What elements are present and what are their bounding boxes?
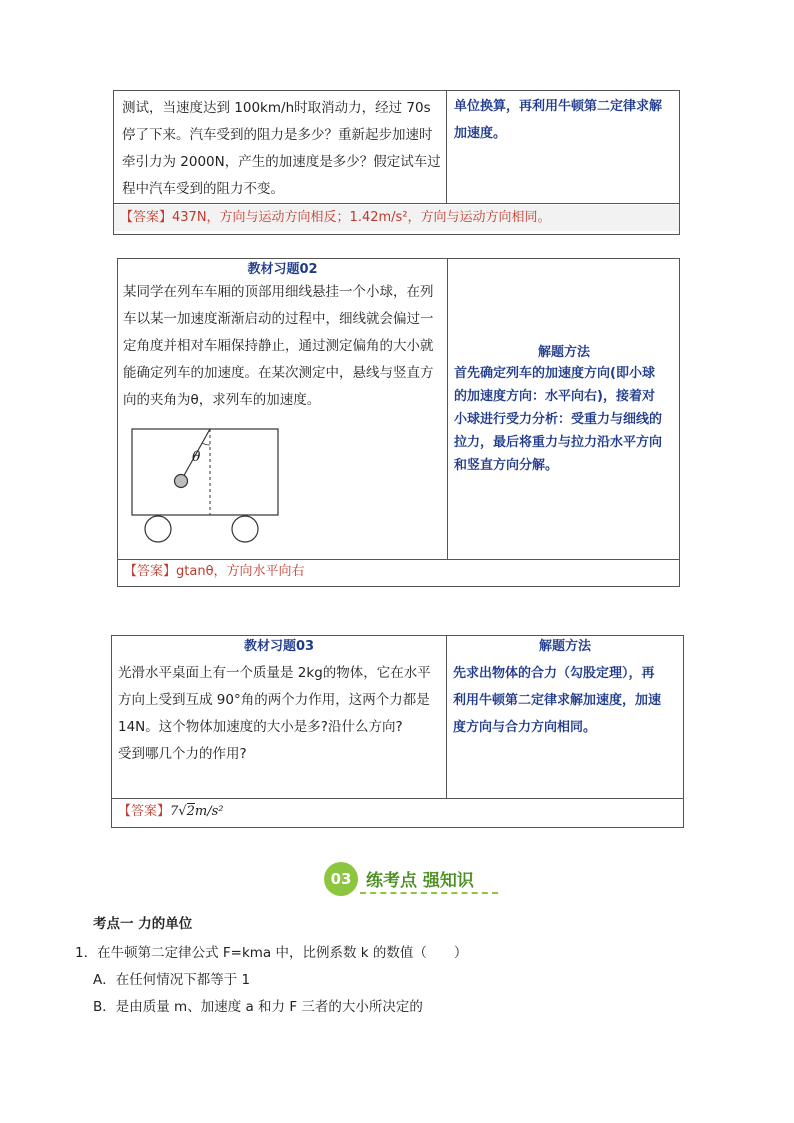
answer-value: gtanθ，方向水平向右 <box>176 564 305 579</box>
section-underline <box>360 892 498 894</box>
section-heading <box>320 860 500 900</box>
answer-label: 【答案】 <box>118 804 171 819</box>
right-wheel <box>232 516 258 542</box>
method-line: 和竖直方向分解。 <box>454 458 559 473</box>
method-line: 度方向与合力方向相同。 <box>453 720 597 735</box>
question-line: 程中汽车受到的阻力不变。 <box>122 181 284 197</box>
topic-heading: 考点一 力的单位 <box>93 916 193 932</box>
question-text <box>123 279 445 414</box>
method-text <box>454 93 679 147</box>
method-line: 首先确定列车的加速度方向(即小球 <box>454 366 655 381</box>
answer-unit: m/s² <box>194 804 224 819</box>
answer-row <box>112 798 683 826</box>
answer-coefficient: 7 <box>170 804 179 819</box>
method-line: 的加速度方向：水平向右)，接着对 <box>454 389 655 404</box>
question-line: 车以某一加速度渐渐启动的过程中，细线就会偏过一 <box>123 311 434 327</box>
column-divider <box>446 91 447 203</box>
answer-row <box>118 559 679 585</box>
pendulum-ball <box>175 475 188 488</box>
question-line: 能确定列车的加速度。在某次测定中，悬线与竖直方 <box>123 365 434 381</box>
column-divider <box>446 636 447 798</box>
question-line: 14N。这个物体加速度的大小是多?沿什么方向? <box>118 719 403 735</box>
question-line: 测试，当速度达到 100km/h时取消动力，经过 70s <box>122 100 431 116</box>
question-line: 停了下来。汽车受到的阻力是多少？重新起步加速时 <box>122 127 433 143</box>
question-line: 牵引力为 2000N，产生的加速度是多少？假定试车过 <box>122 154 441 170</box>
answer-value: 437N，方向与运动方向相反；1.42m/s²，方向与运动方向相同。 <box>172 210 551 225</box>
answer-divider <box>114 203 679 204</box>
method-line: 利用牛顿第二定律求解加速度，加速 <box>453 693 662 708</box>
question-line: 方向上受到互成 90°角的两个力作用，这两个力都是 <box>118 692 430 708</box>
method-title: 解题方法 <box>538 639 591 654</box>
theta-label: θ <box>192 449 201 465</box>
section-number-badge: 03 <box>324 862 358 896</box>
question-line: 定角度并相对车厢保持静止，通过测定偏角的大小就 <box>123 338 434 354</box>
method-line: 拉力，最后将重力与拉力沿水平方向 <box>454 435 663 450</box>
method-line: 先求出物体的合力（勾股定理），再 <box>453 666 655 681</box>
angle-arc <box>202 443 210 445</box>
exercise-box-1 <box>113 90 680 235</box>
question-text <box>118 660 444 768</box>
question-line: 某同学在列车车厢的顶部用细线悬挂一个小球，在列 <box>123 284 434 300</box>
option-a: A．在任何情况下都等于 1 <box>93 972 251 988</box>
section-title: 练考点 强知识 <box>366 871 474 891</box>
train-car-body <box>132 429 278 515</box>
train-pendulum-figure <box>126 423 296 549</box>
question-line: 光滑水平桌面上有一个质量是 2kg的物体，它在水平 <box>118 665 431 681</box>
exercise-title: 教材习题02 <box>247 262 318 277</box>
question-line: 受到哪几个力的作用? <box>118 746 247 762</box>
method-text <box>453 660 683 741</box>
method-title: 解题方法 <box>537 345 590 360</box>
method-line: 小球进行受力分析：受重力与细线的 <box>454 412 663 427</box>
answer-row <box>114 205 679 231</box>
sqrt-sign: √ <box>178 804 187 819</box>
answer-label: 【答案】 <box>124 564 177 579</box>
column-divider <box>447 259 448 559</box>
exercise-title: 教材习题03 <box>243 639 315 654</box>
method-line: 单位换算，再利用牛顿第二定律求解 <box>454 99 663 114</box>
method-text <box>454 362 680 477</box>
question-text <box>122 95 442 203</box>
answer-radicand: 2 <box>186 804 195 819</box>
question-stem: 1．在牛顿第二定律公式 F=kma 中，比例系数 k 的数值（ ） <box>75 945 468 961</box>
method-line: 加速度。 <box>454 126 507 141</box>
exercise-box-2 <box>117 258 680 587</box>
question-line: 向的夹角为θ，求列车的加速度。 <box>123 392 321 408</box>
answer-formula <box>170 803 223 819</box>
exercise-box-3 <box>111 635 684 828</box>
option-b: B．是由质量 m、加速度 a 和力 F 三者的大小所决定的 <box>93 999 423 1015</box>
left-wheel <box>145 516 171 542</box>
answer-label: 【答案】 <box>120 210 173 225</box>
